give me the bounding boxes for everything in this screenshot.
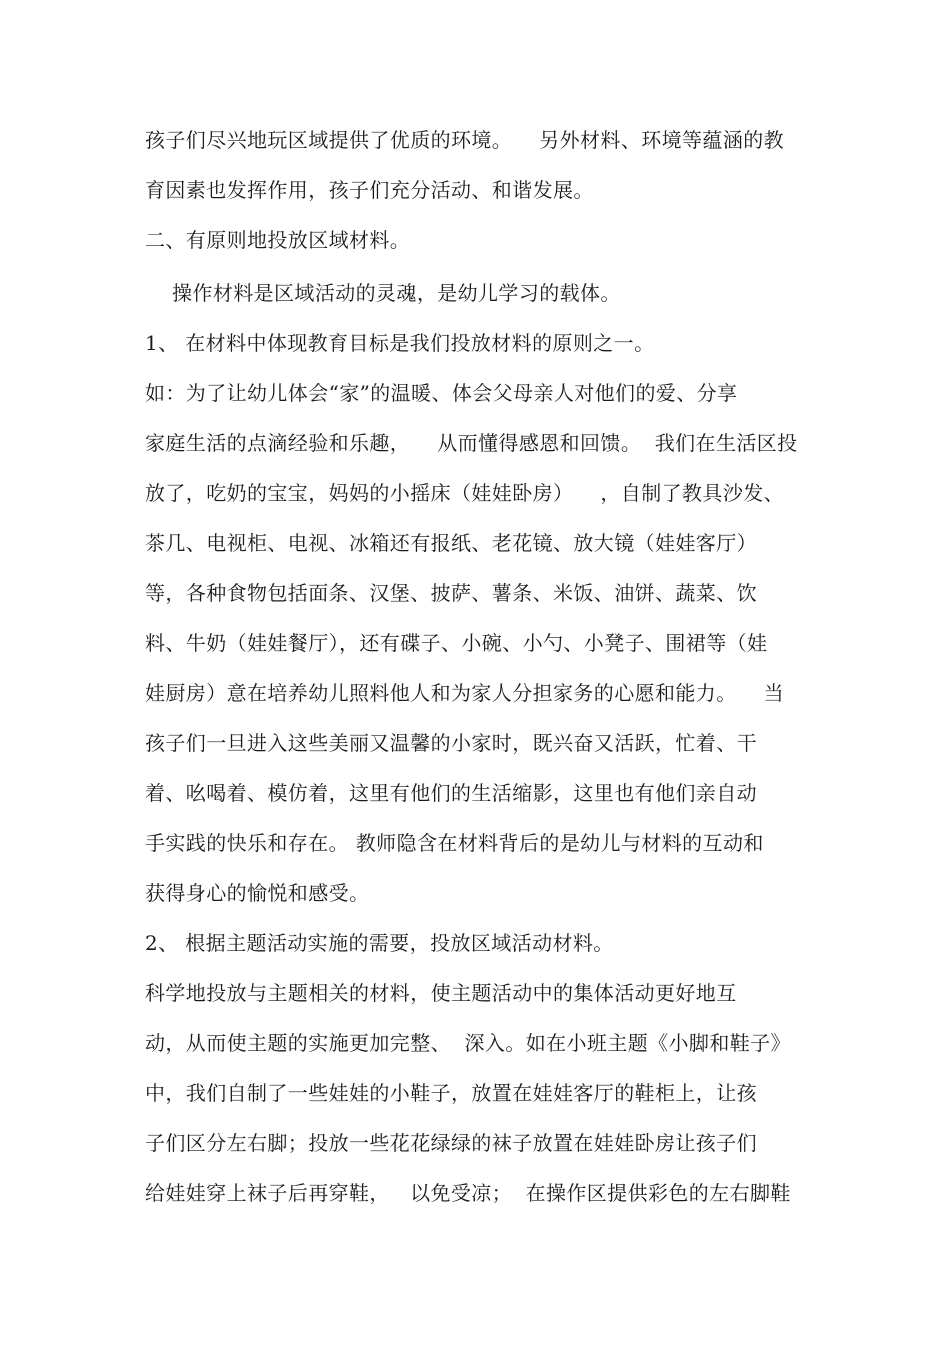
paragraph-line: 着、吆喝着、模仿着，这里有他们的生活缩影，这里也有他们亲自动 xyxy=(145,781,757,805)
paragraph-line: 茶几、电视柜、电视、冰箱还有报纸、老花镜、放大镜（娃娃客厅） xyxy=(145,531,757,555)
paragraph-line: 孩子们一旦进入这些美丽又温馨的小家时，既兴奋又活跃，忙着、干 xyxy=(145,731,757,755)
paragraph-line: 动，从而使主题的实施更加完整、 深入。如在小班主题《小脚和鞋子》 xyxy=(145,1031,791,1055)
numbered-heading: 2、 根据主题活动实施的需要，投放区域活动材料。 xyxy=(145,931,614,955)
paragraph-line: 科学地投放与主题相关的材料，使主题活动中的集体活动更好地互 xyxy=(145,981,737,1005)
paragraph-line: 娃厨房）意在培养幼儿照料他人和为家人分担家务的心愿和能力。 当 xyxy=(145,681,785,705)
paragraph-line: 手实践的快乐和存在。 教师隐含在材料背后的是幼儿与材料的互动和 xyxy=(145,831,764,855)
paragraph-line: 孩子们尽兴地玩区域提供了优质的环境。 另外材料、环境等蕴涵的教 xyxy=(145,128,785,152)
paragraph-line: 等，各种食物包括面条、汉堡、披萨、薯条、米饭、油饼、蔬菜、饮 xyxy=(145,581,757,605)
paragraph-line: 育因素也发挥作用，孩子们充分活动、和谐发展。 xyxy=(145,178,594,202)
paragraph-line: 子们区分左右脚；投放一些花花绿绿的袜子放置在娃娃卧房让孩子们 xyxy=(145,1131,757,1155)
numbered-heading: 1、 在材料中体现教育目标是我们投放材料的原则之一。 xyxy=(145,331,655,355)
paragraph-line: 给娃娃穿上袜子后再穿鞋， 以免受凉； 在操作区提供彩色的左右脚鞋 xyxy=(145,1181,791,1205)
paragraph-line: 家庭生活的点滴经验和乐趣， 从而懂得感恩和回馈。 我们在生活区投 xyxy=(145,431,798,455)
paragraph-line: 如：为了让幼儿体会“家”的温暖、体会父母亲人对他们的爱、分享 xyxy=(145,381,738,405)
paragraph-line: 料、牛奶（娃娃餐厅），还有碟子、小碗、小勺、小凳子、围裙等（娃 xyxy=(145,631,768,655)
paragraph-line: 中，我们自制了一些娃娃的小鞋子，放置在娃娃客厅的鞋柜上，让孩 xyxy=(145,1081,757,1105)
paragraph-line: 操作材料是区域活动的灵魂，是幼儿学习的载体。 xyxy=(145,281,621,305)
paragraph-line: 获得身心的愉悦和感受。 xyxy=(145,881,370,905)
paragraph-line: 放了，吃奶的宝宝，妈妈的小摇床（娃娃卧房） ，自制了教具沙发、 xyxy=(145,481,785,505)
section-heading: 二、有原则地投放区域材料。 xyxy=(145,228,411,252)
